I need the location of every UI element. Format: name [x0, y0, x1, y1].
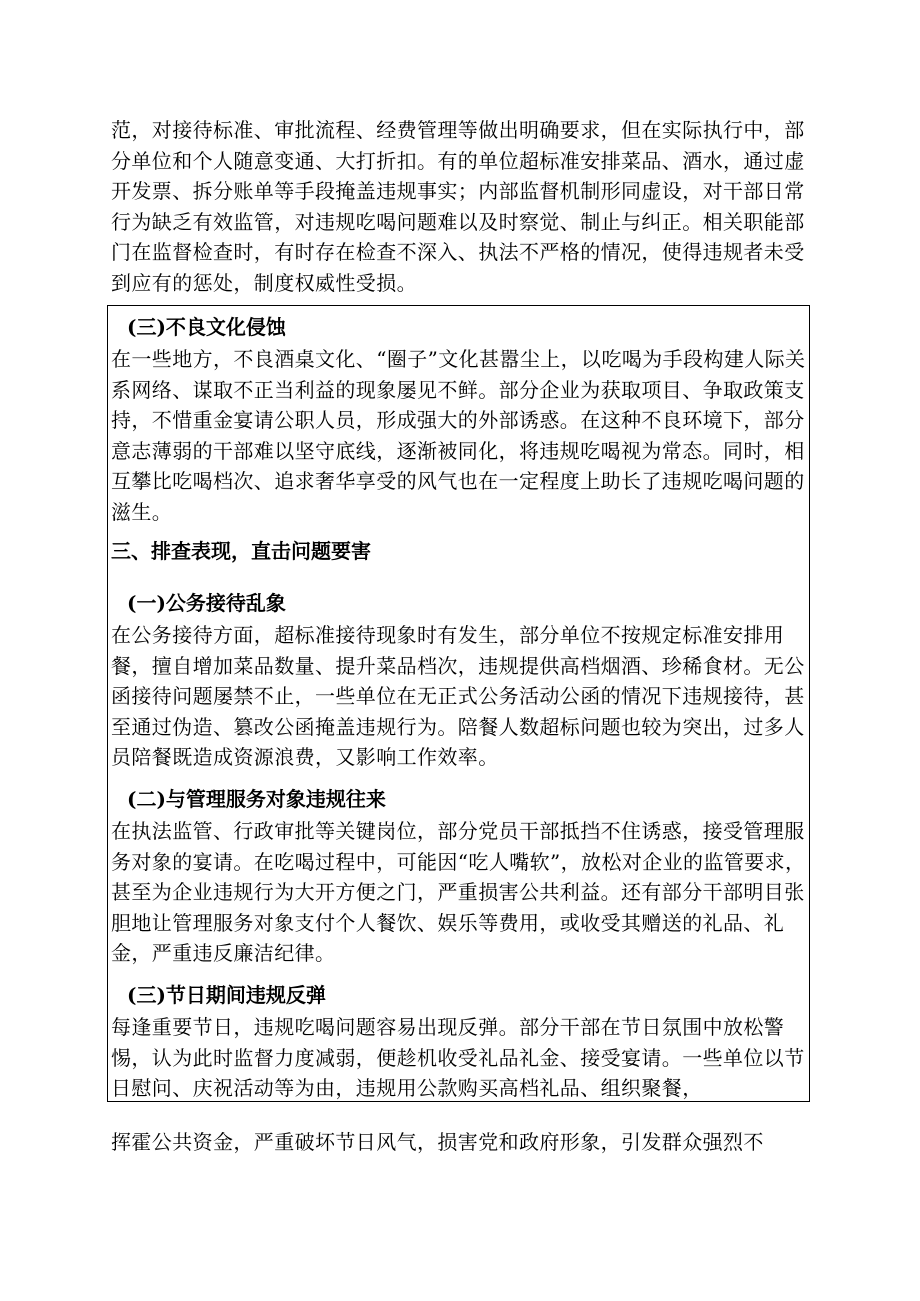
paragraph-institutional-enforcement: 范，对接待标准、审批流程、经费管理等做出明确要求，但在实际执行中，部分单位和个人随意变通、大打折扣。有的单位超标准安排菜品、酒水，通过虚开发票、拆分账单等手段掩盖违规事实；内部监督机制形同虚设，对干部日常行为缺乏有效监管，对违规吃喝问题难以及时察觉、制止与纠正。相关职能部门在监督检查时，有时存在检查不深入、执法不严格的情况，使得违规者未受到应有的惩处，制度权威性受损。: [111, 118, 805, 295]
heading-official-reception: (一)公务接待乱象: [127, 591, 286, 615]
heading-improper-dealings: (二)与管理服务对象违规往来: [127, 787, 386, 811]
heading-section-three: 三、排查表现，直击问题要害: [111, 539, 371, 563]
heading-bad-culture: (三)不良文化侵蚀: [127, 315, 286, 339]
paragraph-bad-culture: 在一些地方，不良酒桌文化、“圈子”文化甚嚣尘上，以吃喝为手段构建人际关系网络、谋取不正当利益的现象屡见不鲜。部分企业为获取项目、争取政策支持，不惜重金宴请公职人员，形成强大的外部诱惑。在这种不良环境下，部分意志薄弱的干部难以坚守底线，逐渐被同化，将违规吃喝视为常态。同时，相互攀比吃喝档次、追求奢华享受的风气也在一定程度上助长了违规吃喝问题的滋生。: [111, 347, 806, 524]
paragraph-continuation: 挥霍公共资金，严重破坏节日风气，损害党和政府形象，引发群众强烈不: [111, 1130, 764, 1154]
heading-holiday-rebound: (三)节日期间违规反弹: [127, 983, 326, 1007]
paragraph-holiday-rebound: 每逢重要节日，违规吃喝问题容易出现反弹。部分干部在节日氛围中放松警惕，认为此时监督力度减弱，便趁机收受礼品礼金、接受宴请。一些单位以节日慰问、庆祝活动等为由，违规用公款购买高档礼品、组织聚餐，: [111, 1015, 805, 1100]
paragraph-official-reception: 在公务接待方面，超标准接待现象时有发生，部分单位不按规定标准安排用餐，擅自增加菜品数量、提升菜品档次，违规提供高档烟酒、珍稀食材。无公函接待问题屡禁不止，一些单位在无正式公务活动公函的情况下违规接待，甚至通过伪造、篡改公函掩盖违规行为。陪餐人数超标问题也较为突出，过多人员陪餐既造成资源浪费，又影响工作效率。: [111, 623, 805, 769]
bordered-text-box: [107, 305, 810, 1102]
paragraph-improper-dealings: 在执法监管、行政审批等关键岗位，部分党员干部抵挡不住诱惑，接受管理服务对象的宴请。在吃喝过程中，可能因“吃人嘴软”，放松对企业的监管要求，甚至为企业违规行为大开方便之门，严重损害公共利益。还有部分干部明目张胆地让管理服务对象支付个人餐饮、娱乐等费用，或收受其赠送的礼品、礼金，严重违反廉洁纪律。: [111, 819, 806, 965]
